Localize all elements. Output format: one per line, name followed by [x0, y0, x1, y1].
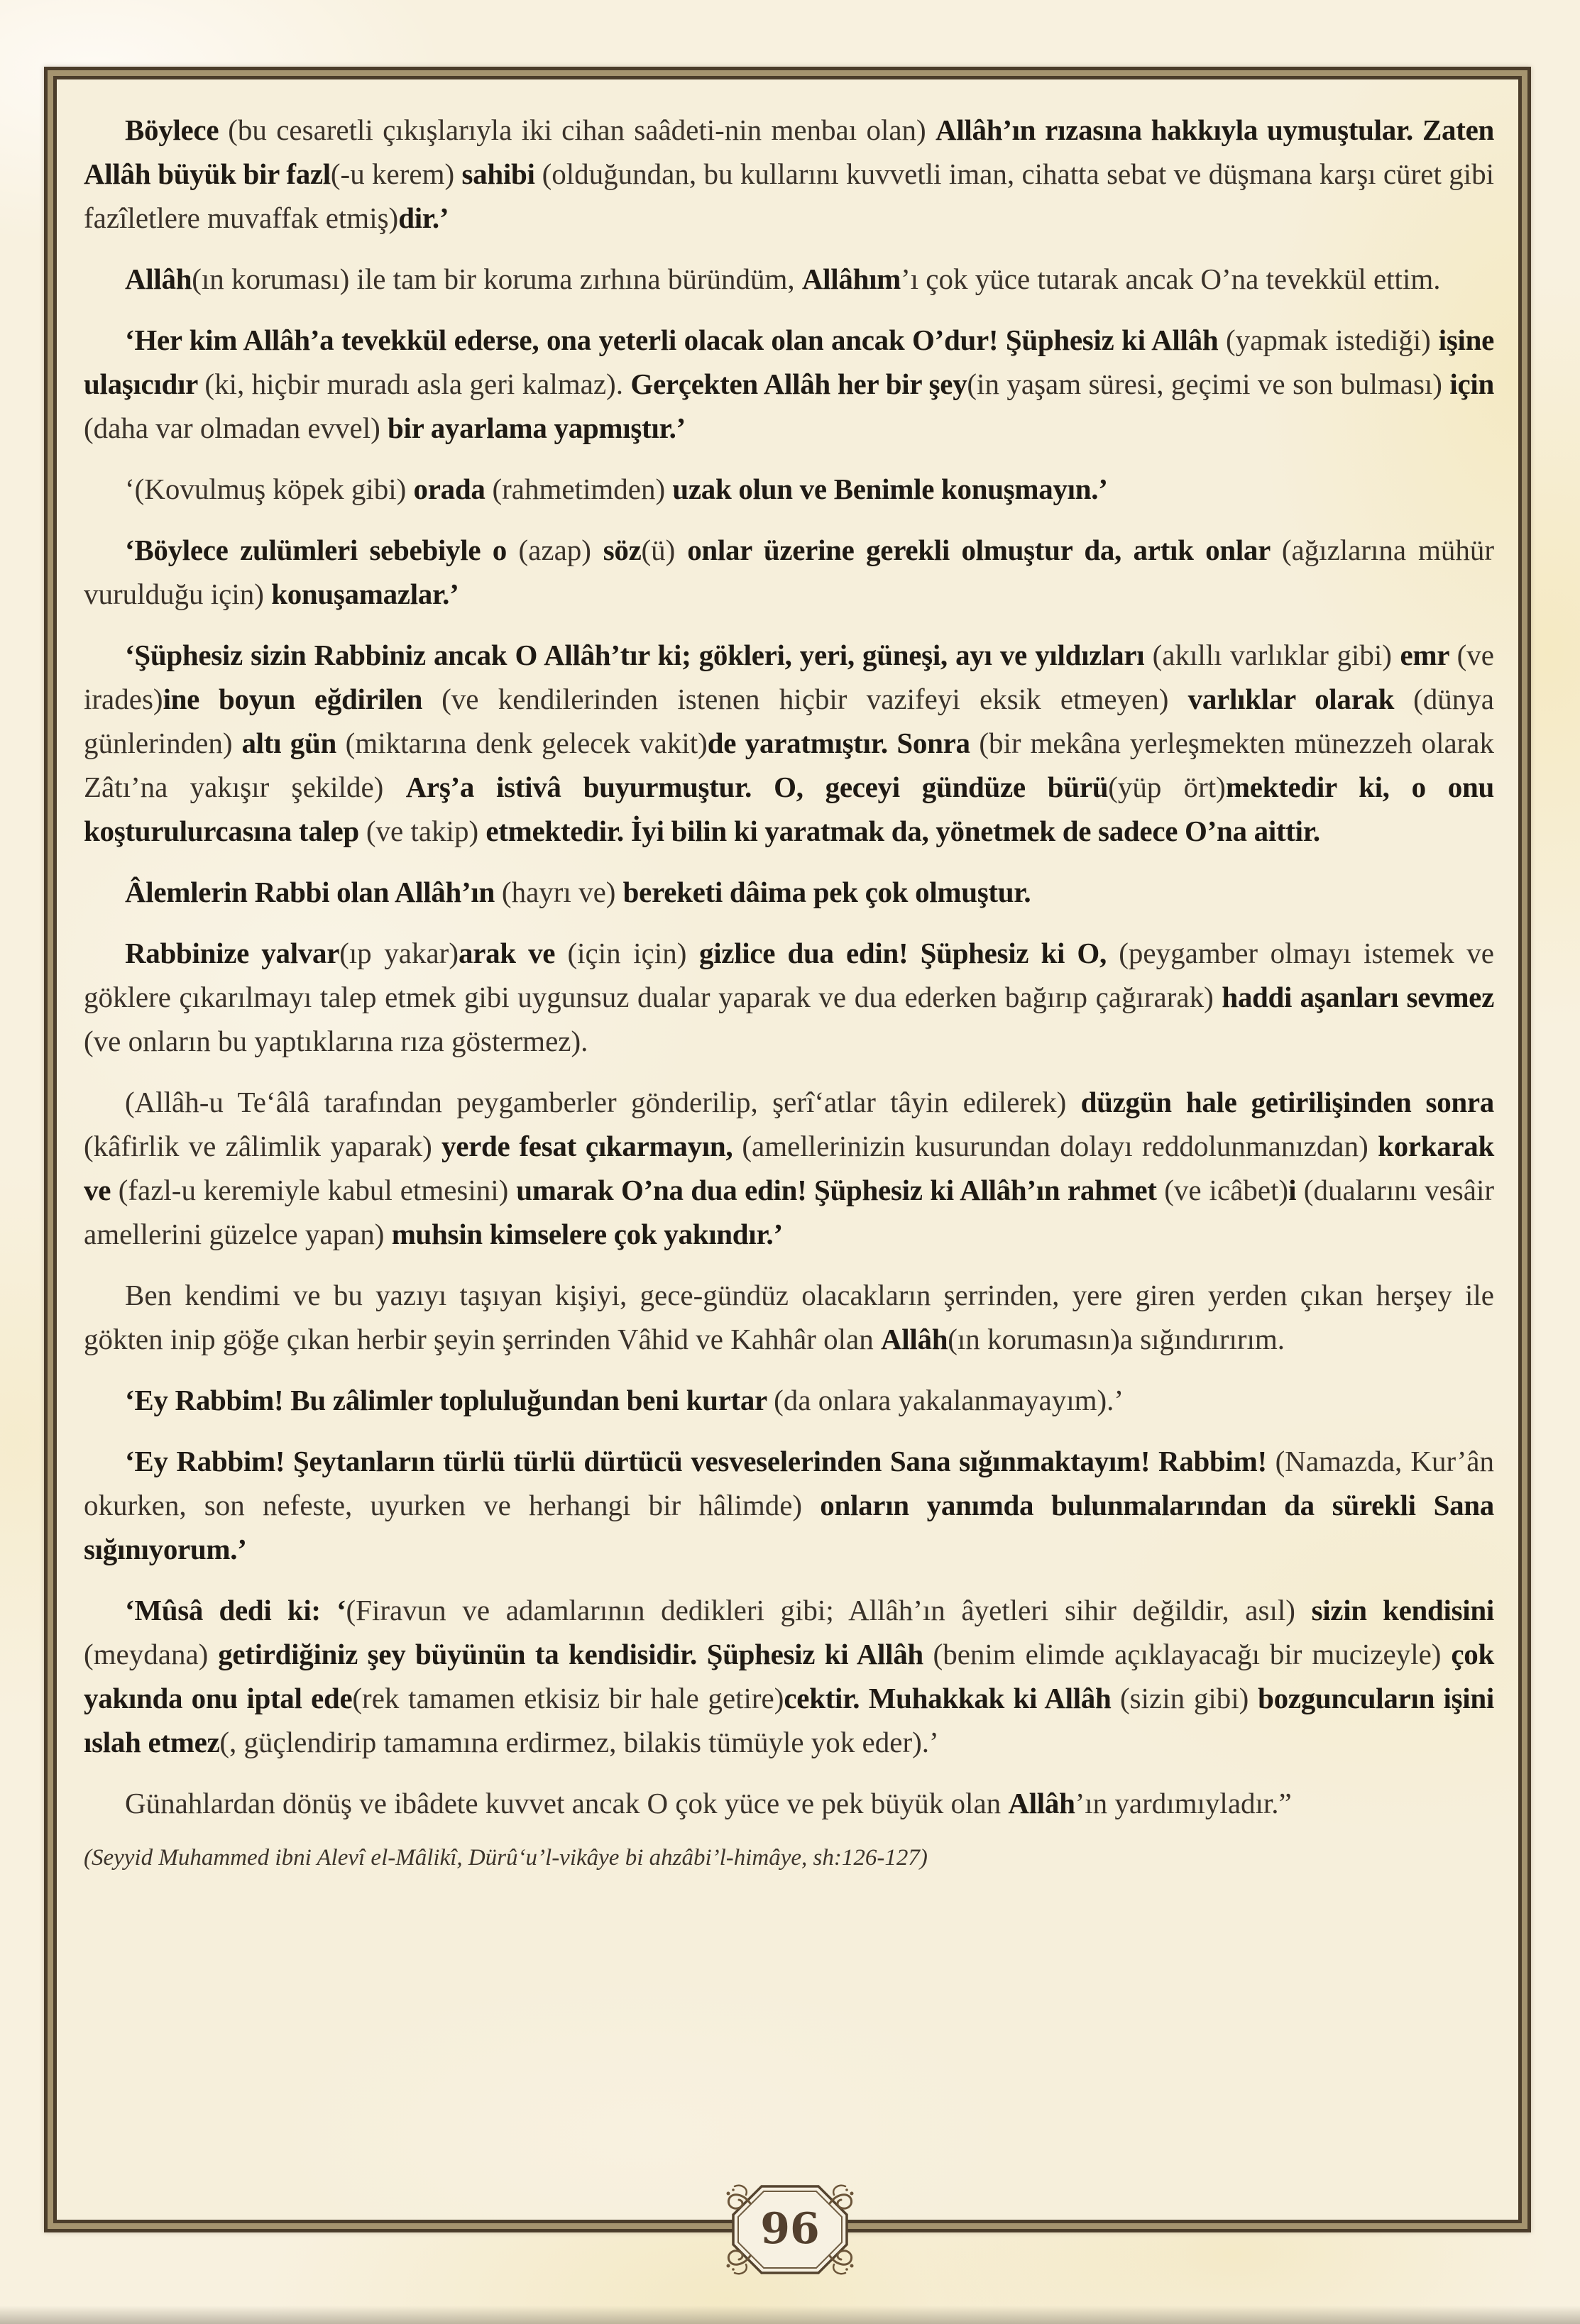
text-run: (rahmetimden): [492, 473, 673, 505]
text-run: (ve takip): [366, 815, 486, 847]
text-run: (Allâh-u Te‘âlâ tarafından peygamberler gönderilip, şerî‘atlar tâyin edilerek): [125, 1086, 1081, 1118]
text-run: (ve onların bu yaptıklarına rıza göstermez).: [84, 1025, 588, 1057]
text-run: bir ayarlama yapmıştır.’: [388, 412, 686, 444]
text-run: altı gün: [241, 727, 346, 759]
text-run: Allâh’ın rızasına hakkıyla uymuştular. Zaten Allâh büyük bir fazl: [84, 114, 1495, 190]
text-run: (ın korumasın)a sığındırırım.: [948, 1323, 1285, 1355]
paragraph: [84, 931, 1494, 1063]
text-run: Böylece: [125, 114, 229, 146]
text-run: (rek tamamen etkisiz bir hale getire): [352, 1682, 784, 1714]
text-run: korkarak ve: [84, 1130, 1495, 1206]
text-run: Allâhım: [801, 263, 901, 295]
text-run: (hayrı ve): [501, 876, 623, 908]
text-run: işine ulaşıcıdır: [84, 324, 1495, 400]
text-run: Ben kendimi ve bu yazıyı taşıyan kişiyi, gece-gündüz olacakların şerrinden, yere giren yerden çıkan herşey ile gökten inip göğe çıkan herbir şeyin şerrinden Vâhid ve Kahhâr olan: [84, 1279, 1494, 1355]
text-run: orada: [413, 473, 493, 505]
decorative-border: [44, 67, 1531, 2232]
text-run: ‘Şüphesiz sizin Rabbiniz ancak O Allâh’tır ki; gökleri, yeri, güneşi, ayı ve yıldızları: [125, 639, 1153, 671]
paragraph: [84, 1080, 1494, 1256]
text-run: varlıklar olarak: [1187, 683, 1414, 715]
text-run: gizlice dua edin! Şüphesiz ki O,: [699, 937, 1119, 969]
text-run: için: [1449, 368, 1494, 400]
text-run: Gerçekten Allâh her bir şey: [630, 368, 967, 400]
paragraph: [84, 528, 1494, 616]
text-run: bereketi dâima pek çok olmuştur.: [622, 876, 1031, 908]
paragraph: [84, 1439, 1494, 1571]
paragraph: [84, 257, 1494, 301]
text-run: (meydana): [84, 1638, 219, 1670]
text-run: düzgün hale getirilişinden sonra: [1080, 1086, 1494, 1118]
text-run: Arş’a istivâ buyurmuştur. O, geceyi gündüze bürü: [405, 771, 1109, 803]
text-run: (ağızlarına mühür vurulduğu için): [84, 534, 1494, 610]
text-run: ’ın yardımıyladır.”: [1075, 1787, 1292, 1819]
page-number: 96: [760, 2204, 820, 2254]
text-run: (sizin gibi): [1120, 1682, 1258, 1714]
text-run: (Firavun ve adamlarının dedikleri gibi; Allâh’ın âyetleri sihir değildir, asıl): [346, 1594, 1312, 1626]
text-run: getirdiğiniz şey büyünün ta kendisidir. Şüphesiz ki Allâh: [218, 1638, 933, 1670]
paragraph: [84, 1781, 1494, 1825]
text-run: (bir mekâna yerleşmekten münezzeh olarak Zâtı’na yakışır şekilde): [84, 727, 1495, 803]
text-run: ‘Her kim Allâh’a tevekkül ederse, ona yeterli olacak olan ancak O’dur! Şüphesiz ki Allâh: [125, 324, 1226, 356]
text-body: [84, 108, 1494, 1825]
text-run: (miktarına denk gelecek vakit): [345, 727, 708, 759]
text-run: (daha var olmadan evvel): [84, 412, 388, 444]
text-run: Allâh: [125, 263, 192, 295]
paragraph: [84, 633, 1494, 853]
text-run: Rabbinize yalvar: [125, 937, 340, 969]
text-run: (, güçlendirip tamamına erdirmez, bilakis tümüyle yok eder).’: [219, 1726, 939, 1758]
text-run: arak ve: [458, 937, 568, 969]
text-run: (ve icâbet): [1164, 1174, 1289, 1206]
text-run: (azap): [518, 534, 603, 566]
text-run: uzak olun ve Benimle konuşmayın.’: [672, 473, 1108, 505]
text-run: cektir. Muhakkak ki Allâh: [784, 1682, 1120, 1714]
text-run: Allâh: [881, 1323, 948, 1355]
text-run: (akıllı varlıklar gibi): [1152, 639, 1400, 671]
paragraph: [84, 467, 1494, 511]
text-run: (ü): [641, 534, 688, 566]
text-run: yerde fesat çıkarmayın,: [441, 1130, 742, 1162]
citation-line: (Seyyid Muhammed ibni Alevî el-Mâlikî, Dürû‘u’l-vikâye bi ahzâbi’l-himâye, sh:126-127): [84, 1845, 928, 1871]
text-run: (in yaşam süresi, geçimi ve son bulması): [967, 368, 1450, 400]
text-run: (bu cesaretli çıkışlarıyla iki cihan saâdeti-nin menbaı olan): [228, 114, 936, 146]
text-run: (ıp yakar): [339, 937, 459, 969]
text-run: (için için): [567, 937, 699, 969]
paragraph: [84, 108, 1494, 240]
text-run: (ın koruması) ile tam bir koruma zırhına büründüm,: [192, 263, 802, 295]
text-run: Allâh: [1008, 1787, 1075, 1819]
text-run: (amellerinizin kusurundan dolayı reddolunmanızdan): [742, 1130, 1378, 1162]
paragraph: [84, 318, 1494, 450]
text-run: ine boyun eğdirilen: [163, 683, 442, 715]
text-run: emr: [1400, 639, 1457, 671]
text-run: (dünya günlerinden): [84, 683, 1495, 759]
text-run: konuşamazlar.’: [271, 578, 459, 610]
text-run: ’ı çok yüce tutarak ancak O’na tevekkül ettim.: [901, 263, 1441, 295]
text-run: sahibi: [461, 158, 542, 190]
page-number-badge: [719, 2176, 861, 2283]
text-run: (ki, hiçbir muradı asla geri kalmaz).: [204, 368, 631, 400]
text-run: (yapmak istediği): [1226, 324, 1439, 356]
text-run: (dualarını vesâir amellerini güzelce yapan): [84, 1174, 1494, 1250]
text-run: ‘Ey Rabbim! Şeytanların türlü türlü dürtücü vesveselerinden Sana sığınmaktayım! Rabbim!: [125, 1445, 1275, 1477]
page-content-area: [53, 76, 1522, 2223]
paragraph: [84, 1378, 1494, 1422]
text-run: (kâfirlik ve zâlimlik yaparak): [84, 1130, 442, 1162]
text-run: onların yanımda bulunmalarından da sürekli Sana sığınıyorum.’: [84, 1489, 1494, 1565]
text-run: (-u kerem): [330, 158, 462, 190]
text-run: mektedir ki, o onu koşturulurcasına talep: [84, 771, 1494, 847]
text-run: etmektedir. İyi bilin ki yaratmak da, yönetmek de sadece O’na aittir.: [485, 815, 1320, 847]
text-run: (ve irades): [84, 639, 1494, 715]
text-run: (olduğundan, bu kullarını kuvvetli iman, cihatta sebat ve düşmana karşı cüret gibi fazîletlere muvaffak etmiş): [84, 158, 1494, 234]
text-run: söz: [603, 534, 642, 566]
text-run: (da onlara yakalanmayayım).’: [774, 1384, 1124, 1416]
text-run: Âlemlerin Rabbi olan Allâh’ın: [125, 876, 502, 908]
text-run: (benim elimde açıklayacağı bir mucizeyle): [933, 1638, 1452, 1670]
text-run: ‘Mûsâ dedi ki: ‘: [125, 1594, 346, 1626]
text-run: bozguncuların işini ıslah etmez: [84, 1682, 1494, 1758]
text-run: (yüp ört): [1108, 771, 1226, 803]
text-run: ‘(Kovulmuş köpek gibi): [125, 473, 414, 505]
text-run: Günahlardan dönüş ve ibâdete kuvvet ancak O çok yüce ve pek büyük olan: [125, 1787, 1009, 1819]
text-run: çok yakında onu iptal ede: [84, 1638, 1494, 1714]
text-run: (peygamber olmayı istemek ve göklere çıkarılmayı talep etmek gibi uygunsuz dualar yaparak ve dua ederken bağırıp çağırarak): [84, 937, 1494, 1013]
text-run: (ve kendilerinden istenen hiçbir vazifeyi eksik etmeyen): [441, 683, 1188, 715]
text-run: i: [1288, 1174, 1304, 1206]
text-run: ‘Ey Rabbim! Bu zâlimler topluluğundan beni kurtar: [125, 1384, 774, 1416]
paragraph: [84, 870, 1494, 914]
text-run: sizin kendisini: [1311, 1594, 1494, 1626]
paragraph: [84, 1273, 1494, 1361]
text-run: (fazl-u keremiyle kabul etmesini): [118, 1174, 517, 1206]
text-run: onlar üzerine gerekli olmuştur da, artık onlar: [687, 534, 1282, 566]
text-run: umarak O’na dua edin! Şüphesiz ki Allâh’ın rahmet: [516, 1174, 1165, 1206]
paragraph: [84, 1588, 1494, 1764]
text-run: de yaratmıştır. Sonra: [707, 727, 980, 759]
text-run: haddi aşanları sevmez: [1222, 981, 1494, 1013]
text-run: ‘Böylece zulümleri sebebiyle o: [125, 534, 519, 566]
text-run: muhsin kimselere çok yakındır.’: [391, 1218, 783, 1250]
text-run: (Namazda, Kur’ân okurken, son nefeste, uyurken ve herhangi bir hâlimde): [84, 1445, 1494, 1521]
text-run: dir.’: [398, 202, 449, 234]
scan-edge-shadow: [0, 2306, 1580, 2324]
